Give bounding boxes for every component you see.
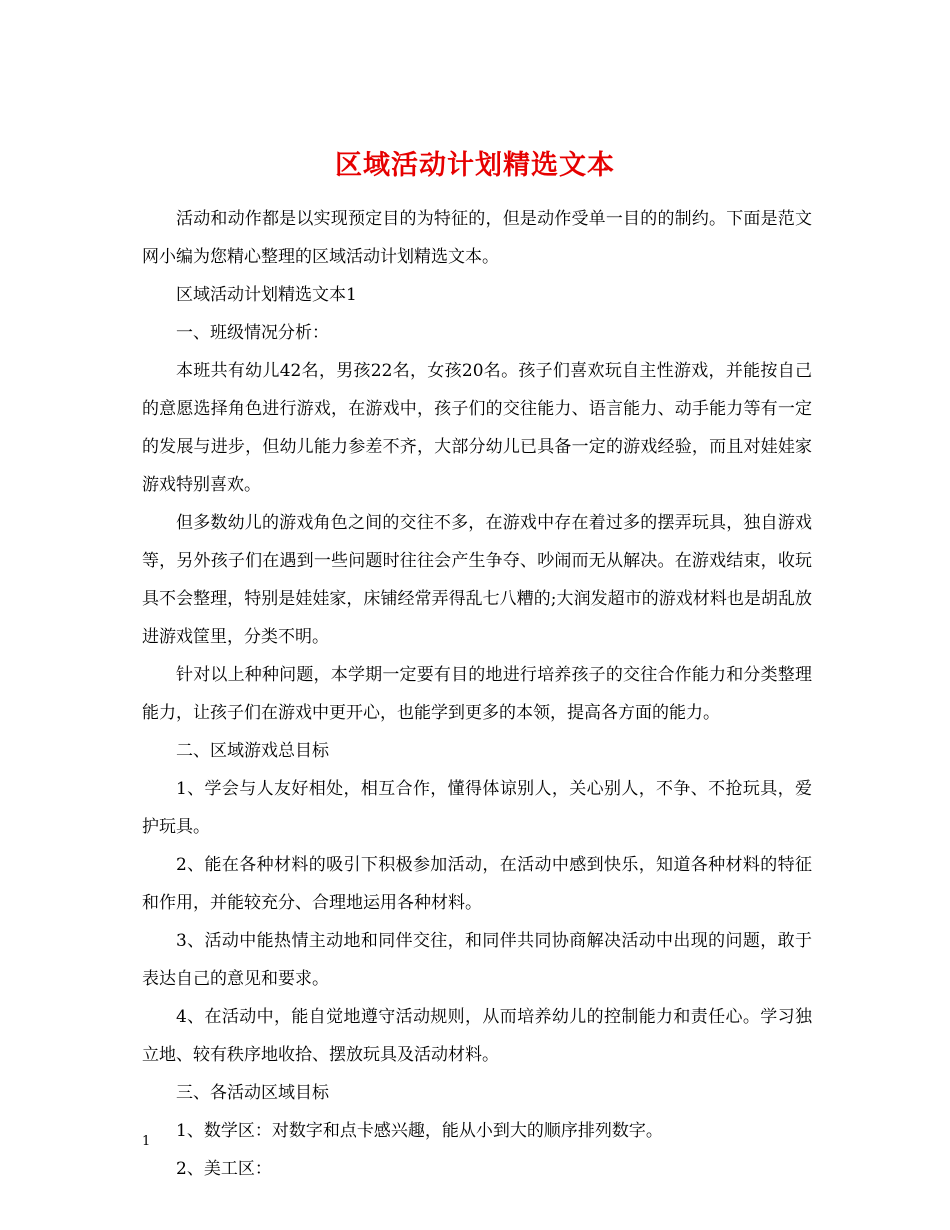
intro-paragraph: 活动和动作都是以实现预定目的为特征的，但是动作受单一目的的制约。下面是范文网小编为您精心整理的区域活动计划精选文本。 xyxy=(142,209,812,267)
goal-item-1: 1、学会与人友好相处，相互合作，懂得体谅别人，关心别人，不争、不抢玩具，爱护玩具。 xyxy=(142,779,812,837)
section-heading-area-goals: 三、各活动区域目标 xyxy=(176,1083,329,1103)
goal-item-2: 2、能在各种材料的吸引下积极参加活动，在活动中感到快乐，知道各种材料的特征和作用，并能较充分、合理地运用各种材料。 xyxy=(142,855,812,913)
section-heading-overall-goals: 二、区域游戏总目标 xyxy=(176,741,329,761)
document-title: 区域活动计划精选文本 xyxy=(335,150,615,182)
section-heading-text-1: 区域活动计划精选文本1 xyxy=(176,285,357,305)
class-analysis-paragraph-1: 本班共有幼儿42名，男孩22名，女孩20名。孩子们喜欢玩自主性游戏，并能按自己的意愿选择角色进行游戏，在游戏中，孩子们的交往能力、语言能力、动手能力等有一定的发展与进步，但幼儿能力参差不齐，大部分幼儿已具备一定的游戏经验，而且对娃娃家游戏特别喜欢。 xyxy=(142,361,812,495)
class-analysis-paragraph-2: 但多数幼儿的游戏角色之间的交往不多，在游戏中存在着过多的摆弄玩具，独自游戏等，另外孩子们在遇到一些问题时往往会产生争夺、吵闹而无从解决。在游戏结束，收玩具不会整理，特别是娃娃家，床铺经常弄得乱七八糟的;大润发超市的游戏材料也是胡乱放进游戏筐里，分类不明。 xyxy=(142,513,812,647)
page-number: 1 xyxy=(142,1134,151,1149)
area-goal-math: 1、数学区：对数字和点卡感兴趣，能从小到大的顺序排列数字。 xyxy=(176,1121,663,1141)
section-heading-class-analysis: 一、班级情况分析： xyxy=(176,323,329,343)
document-body xyxy=(142,200,812,1188)
goal-item-4: 4、在活动中，能自觉地遵守活动规则，从而培养幼儿的控制能力和责任心。学习独立地、较有秩序地收拾、摆放玩具及活动材料。 xyxy=(142,1007,812,1065)
class-analysis-paragraph-3: 针对以上种种问题，本学期一定要有目的地进行培养孩子的交往合作能力和分类整理能力，让孩子们在游戏中更开心，也能学到更多的本领，提高各方面的能力。 xyxy=(142,665,812,723)
area-goal-art: 2、美工区： xyxy=(176,1159,272,1179)
goal-item-3: 3、活动中能热情主动地和同伴交往，和同伴共同协商解决活动中出现的问题，敢于表达自己的意见和要求。 xyxy=(142,931,812,989)
